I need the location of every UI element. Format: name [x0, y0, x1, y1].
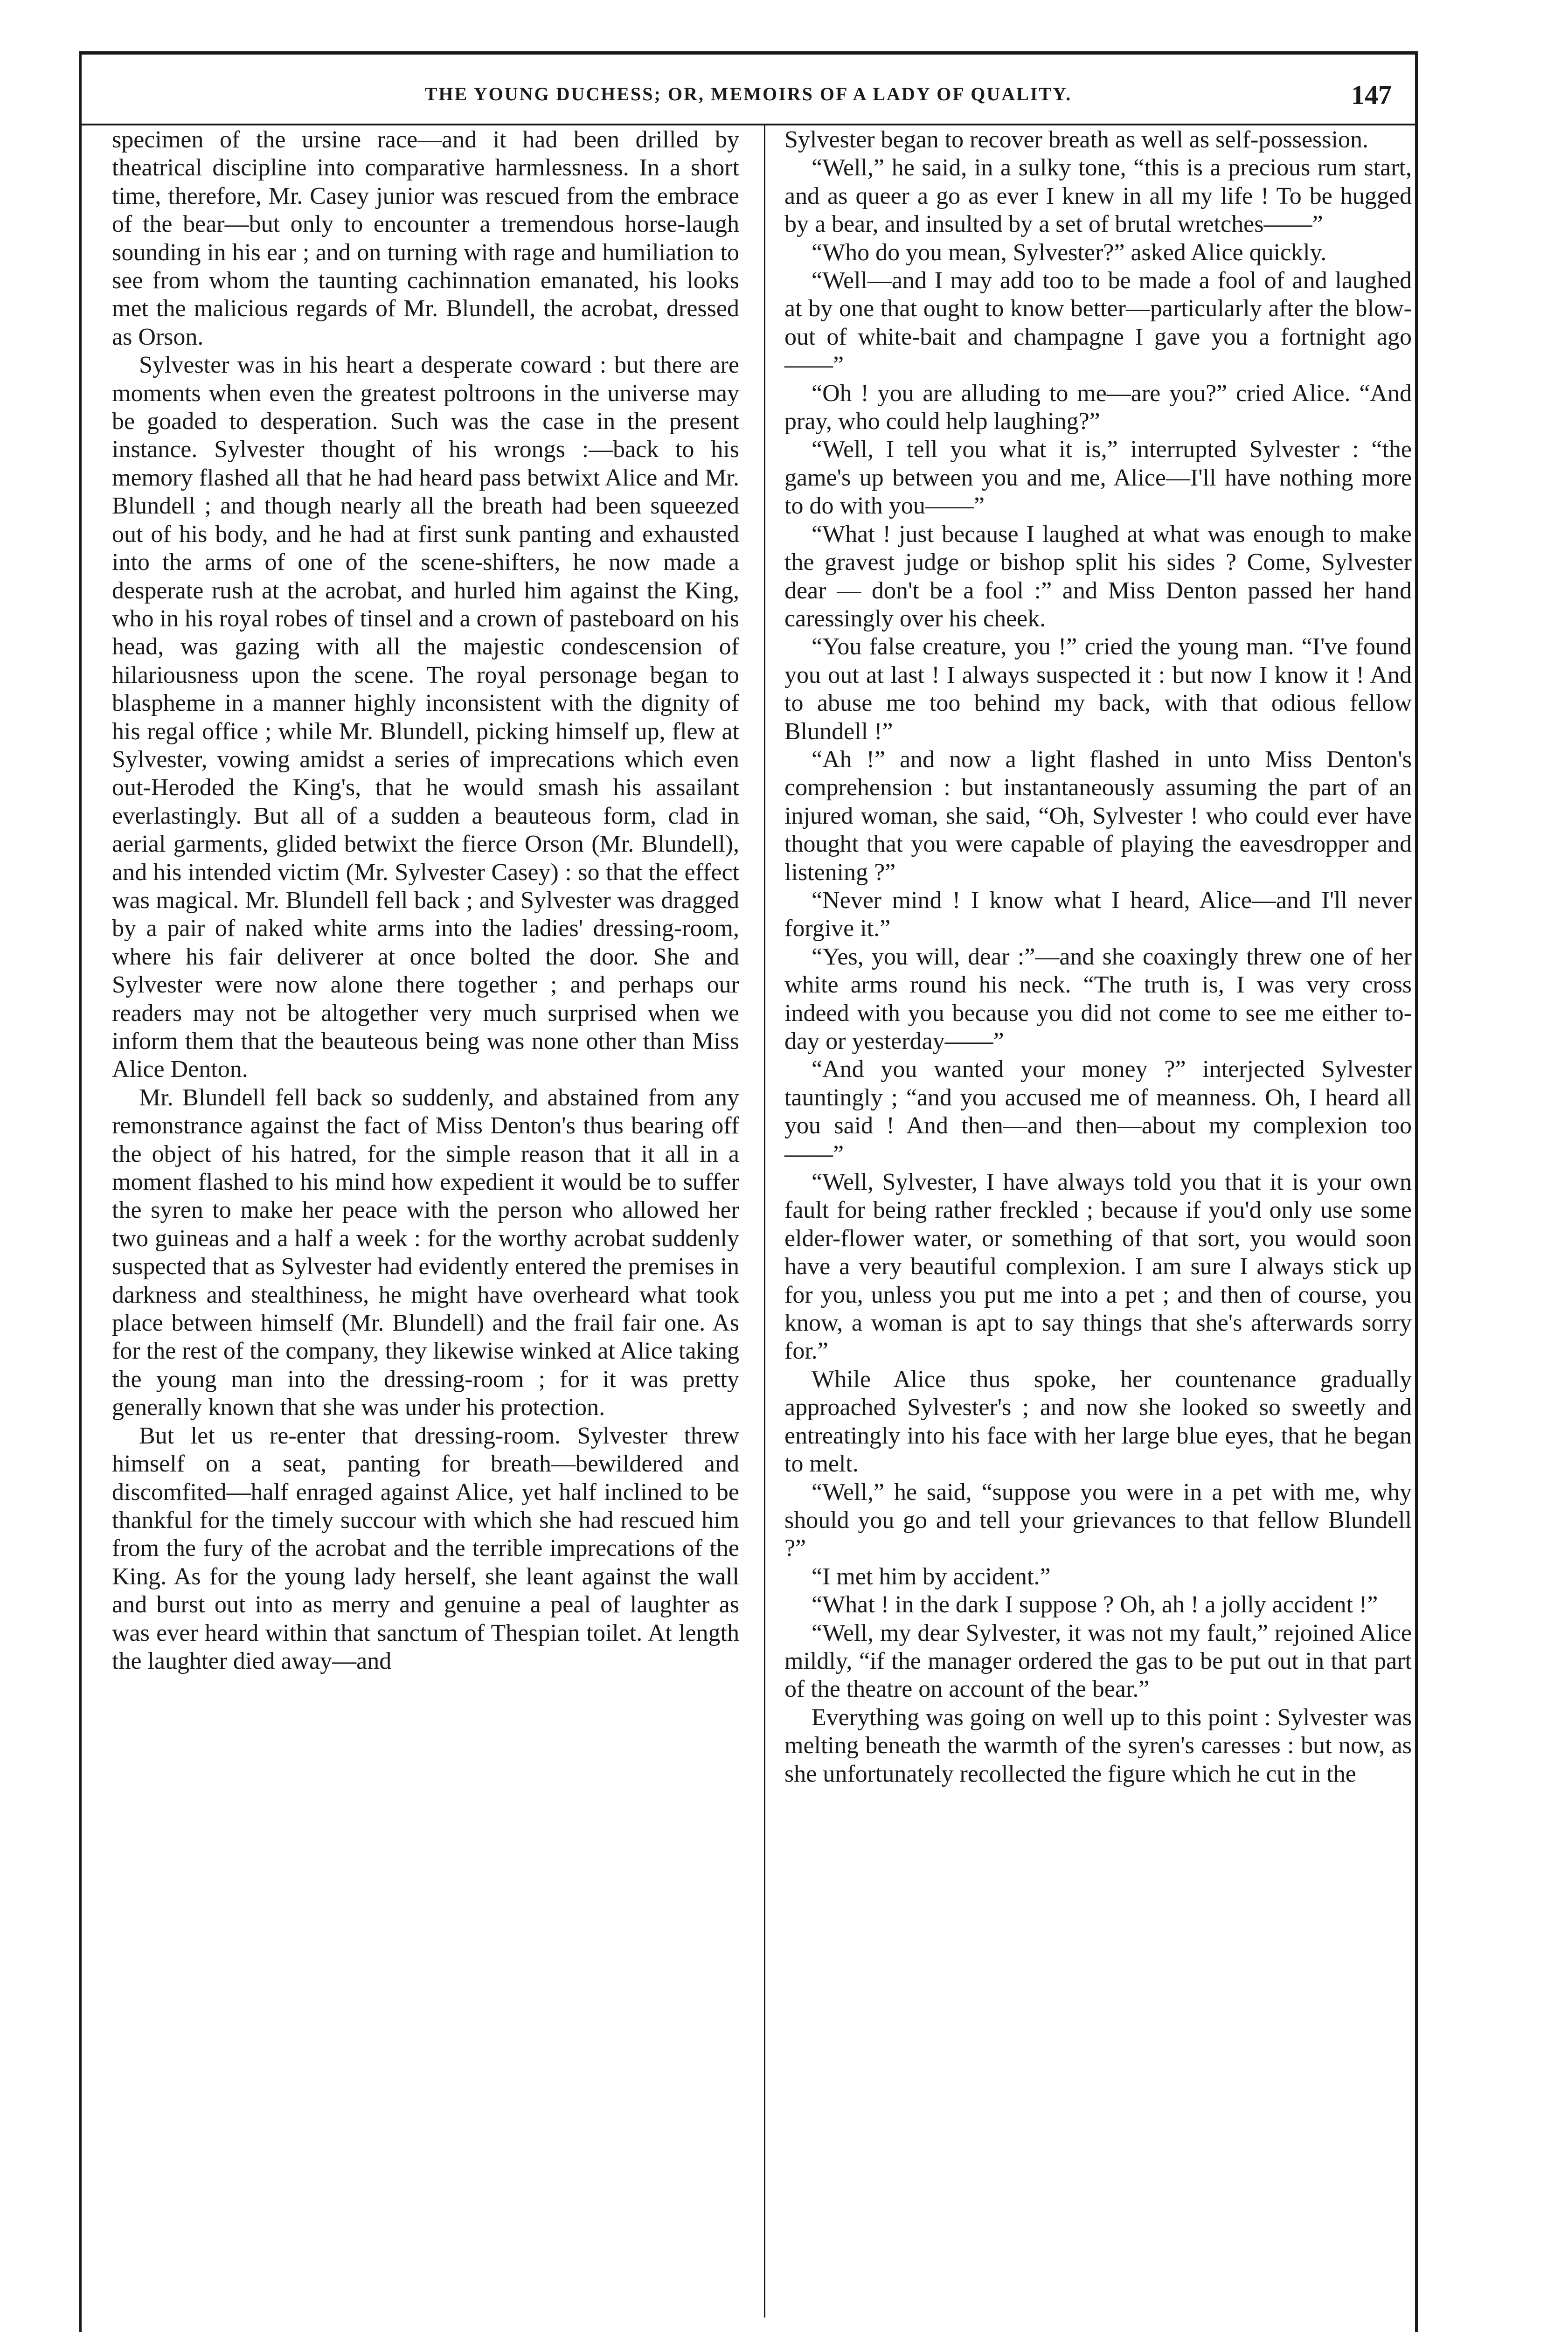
paragraph: “Oh ! you are alluding to me—are you?” cried Alice. “And pray, who could help laughing?”: [784, 380, 1412, 435]
header-divider-rule: [82, 124, 1415, 125]
paragraph: “Well,” he said, “suppose you were in a pet with me, why should you go and tell your grievances to that fellow Blundell ?”: [784, 1478, 1412, 1562]
right-text-column: [784, 126, 1412, 1788]
paragraph: Everything was going on well up to this point : Sylvester was melting beneath the warmth of the syren's caresses : but now, as she unfortunately recollected the figure which he cut in the: [784, 1704, 1412, 1787]
left-border-rule: [79, 51, 82, 2332]
paragraph: “Well—and I may add too to be made a fool of and laughed at by one that ought to know better—particularly after the blow-out of white-bait and champagne I gave you a fortnight ago——”: [784, 267, 1412, 379]
paragraph: But let us re-enter that dressing-room. Sylvester threw himself on a seat, panting for breath—bewildered and discomfited—half enraged against Alice, yet half inclined to be thankful for the timely succour with which she had rescued him from the fury of the acrobat and the terrible imprecations of the King. As for the young lady herself, she leant against the wall and burst out into as merry and genuine a peal of laughter as was ever heard within that sanctum of Thespian toilet. At length the laughter died away—and: [112, 1422, 739, 1674]
page-header: [82, 51, 1415, 124]
left-text-column: [112, 126, 739, 1675]
paragraph: “Well, my dear Sylvester, it was not my fault,” rejoined Alice mildly, “if the manager ordered the gas to be put out in that part of the theatre on account of the bear.”: [784, 1619, 1412, 1703]
right-border-rule: [1415, 51, 1418, 2332]
paragraph: “What ! in the dark I suppose ? Oh, ah ! a jolly accident !”: [812, 1591, 1378, 1618]
paragraph: “Well,” he said, in a sulky tone, “this is a precious rum start, and as queer a go as ever I knew in all my life ! To be hugged by a bear, and insulted by a set of brutal wretches——”: [784, 154, 1412, 238]
paragraph: “You false creature, you !” cried the young man. “I've found you out at last ! I always suspected it : but now I know it ! And to abuse me too behind my back, with that odious fellow Blundell !”: [784, 633, 1412, 745]
paragraph: “Ah !” and now a light flashed in unto Miss Denton's comprehension : but instantaneously assuming the part of an injured woman, she said, “Oh, Sylvester ! who could ever have thought that you were capable of playing the eavesdropper and listening ?”: [784, 746, 1412, 886]
running-title: THE YOUNG DUCHESS; OR, MEMOIRS OF A LADY OF QUALITY.: [424, 83, 1072, 104]
paragraph: “Well, Sylvester, I have always told you that it is your own fault for being rather freckled ; because if you'd only use some elder-flower water, or something of that sort, you would soon have a very beautiful complexion. I am sure I always stick up for you, unless you put me into a pet ; and then of course, you know, a woman is apt to say things that she's afterwards sorry for.”: [784, 1169, 1412, 1365]
paragraph: Sylvester began to recover breath as well as self-possession.: [784, 126, 1368, 153]
paragraph: “I met him by accident.”: [812, 1563, 1051, 1590]
paragraph: “And you wanted your money ?” interjected Sylvester tauntingly ; “and you accused me of meanness. Oh, I heard all you said ! And then—and then—about my complexion too——”: [784, 1056, 1412, 1167]
page-frame: [79, 51, 1418, 2332]
paragraph: While Alice thus spoke, her countenance gradually approached Sylvester's ; and now she looked so sweetly and entreatingly into his face with her large blue eyes, that he began to melt.: [784, 1366, 1412, 1478]
page-number: 147: [1351, 80, 1392, 110]
column-divider-rule: [764, 125, 765, 2318]
paragraph: “Never mind ! I know what I heard, Alice—and I'll never forgive it.”: [784, 887, 1412, 942]
paragraph: “Yes, you will, dear :”—and she coaxingly threw one of her white arms round his neck. “The truth is, I was very cross indeed with you because you did not come to see me either to-day or yesterday——”: [784, 943, 1412, 1055]
paragraph: Mr. Blundell fell back so suddenly, and abstained from any remonstrance against the fact of Miss Denton's thus bearing off the object of his hatred, for the simple reason that it all in a moment flashed to his mind how expedient it would be to suffer the syren to make her peace with the person who allowed her two guineas and a half a week : for the worthy acrobat suddenly suspected that as Sylvester had evidently entered the premises in darkness and stealthiness, he might have overheard what took place between himself (Mr. Blundell) and the frail fair one. As for the rest of the company, they likewise winked at Alice taking the young man into the dressing-room ; for it was pretty generally known that she was under his protection.: [112, 1084, 739, 1421]
paragraph: “What ! just because I laughed at what was enough to make the gravest judge or bishop split his sides ? Come, Sylvester dear — don't be a fool :” and Miss Denton passed her hand caressingly over his cheek.: [784, 521, 1412, 632]
paragraph: “Who do you mean, Sylvester?” asked Alice quickly.: [812, 239, 1327, 266]
paragraph: specimen of the ursine race—and it had been drilled by theatrical discipline into comparative harmlessness. In a short time, therefore, Mr. Casey junior was rescued from the embrace of the bear—but only to encounter a tremendous horse-laugh sounding in his ear ; and on turning with rage and humiliation to see from whom the taunting cachinnation emanated, his looks met the malicious regards of Mr. Blundell, the acrobat, dressed as Orson.: [112, 126, 739, 350]
paragraph: Sylvester was in his heart a desperate coward : but there are moments when even the greatest poltroons in the universe may be goaded to desperation. Such was the case in the present instance. Sylvester thought of his wrongs :—back to his memory flashed all that he had heard pass betwixt Alice and Mr. Blundell ; and though nearly all the breath had been squeezed out of his body, and he had at first sunk panting and exhausted into the arms of one of the scene-shifters, he now made a desperate rush at the acrobat, and hurled him against the King, who in his royal robes of tinsel and a crown of pasteboard on his head, was gazing with all the majestic condescension of hilariousness upon the scene. The royal personage began to blaspheme in a manner highly inconsistent with the dignity of his regal office ; while Mr. Blundell, picking himself up, flew at Sylvester, vowing amidst a series of imprecations which even out-Heroded the King's, that he would smash his assailant everlastingly. But all of a sudden a beauteous form, clad in aerial garments, glided betwixt the fierce Orson (Mr. Blundell), and his intended victim (Mr. Sylvester Casey) : so that the effect was magical. Mr. Blundell fell back ; and Sylvester was dragged by a pair of naked white arms into the ladies' dressing-room, where his fair deliverer at once bolted the door. She and Sylvester were now alone there together ; and perhaps our readers may not be altogether very much surprised when we inform them that the beauteous being was none other than Miss Alice Denton.: [112, 352, 739, 1083]
paragraph: “Well, I tell you what it is,” interrupted Sylvester : “the game's up between you and me, Alice—I'll have nothing more to do with you——”: [784, 436, 1412, 520]
